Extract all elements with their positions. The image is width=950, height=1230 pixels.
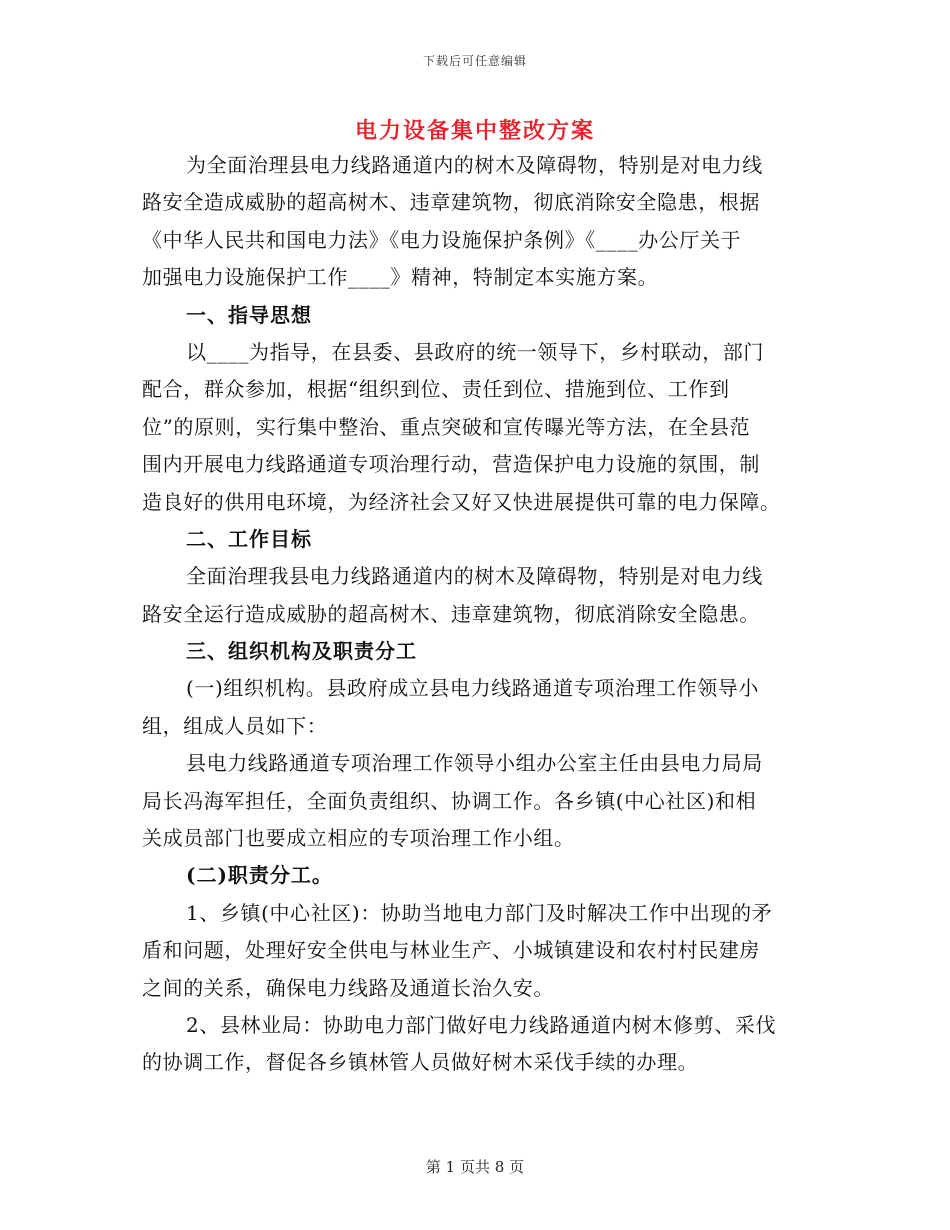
- body-text-line: 以____为指导，在县委、县政府的统一领导下，乡村联动，部门: [186, 339, 764, 364]
- body-text-line: 1、乡镇(中心社区)：协助当地电力部门及时解决工作中出现的矛: [186, 900, 773, 925]
- body-text-line: 全面治理我县电力线路通道内的树木及障碍物，特别是对电力线: [186, 564, 763, 589]
- body-text-line: 路安全运行造成威胁的超高树木、违章建筑物，彻底消除安全隐患。: [142, 601, 760, 626]
- body-text-line: 造良好的供用电环境，为经济社会又好又快进展提供可靠的电力保障。: [142, 489, 781, 514]
- document-title: 电力设备集中整改方案: [354, 118, 595, 144]
- body-text-line: 加强电力设施保护工作____》精神，特制定本实施方案。: [142, 265, 659, 290]
- body-text-line: 路安全造成威胁的超高树木、违章建筑物，彻底消除安全隐患，根据: [142, 190, 760, 215]
- body-text-line: 关成员部门也要成立相应的专项治理工作小组。: [142, 826, 575, 851]
- section-heading: (二)职责分工。: [186, 863, 333, 888]
- page-number: 第 1 页共 8 页: [425, 1158, 525, 1176]
- body-text-line: 的协调工作，督促各乡镇林管人员做好树木采伐手续的办理。: [142, 1050, 699, 1075]
- body-text-line: 位”的原则，实行集中整治、重点突破和宣传曝光等方法，在全县范: [142, 414, 751, 439]
- body-text-line: 盾和问题，处理好安全供电与林业生产、小城镇建设和农村村民建房: [142, 938, 760, 963]
- body-text-line: 2、县林业局：协助电力部门做好电力线路通道内树木修剪、采伐: [186, 1012, 777, 1037]
- header-note: 下载后可任意编辑: [422, 54, 527, 68]
- body-text-line: 配合，群众参加，根据“组织到位、责任到位、措施到位、工作到: [142, 377, 730, 402]
- section-heading: 一、指导思想: [186, 302, 312, 327]
- body-text-line: 之间的关系，确保电力线路及通道长治久安。: [142, 975, 554, 1000]
- body-text-line: 局长冯海军担任，全面负责组织、协调工作。各乡镇(中心社区)和相: [142, 788, 757, 813]
- body-text-line: 为全面治理县电力线路通道内的树木及障碍物，特别是对电力线: [186, 153, 763, 177]
- body-text-line: (一)组织机构。县政府成立县电力线路通道专项治理工作领导小: [186, 676, 760, 701]
- body-text-line: 组，组成人员如下：: [142, 713, 328, 738]
- document-body: [142, 147, 810, 1082]
- body-text-line: 《中华人民共和国电力法》《电力设施保护条例》《____办公厅关于: [142, 227, 742, 252]
- section-heading: 二、工作目标: [186, 526, 312, 551]
- body-text-line: 县电力线路通道专项治理工作领导小组办公室主任由县电力局局: [186, 751, 763, 776]
- body-text-line: 围内开展电力线路通道专项治理行动，营造保护电力设施的氛围，制: [142, 452, 760, 477]
- section-heading: 三、组织机构及职责分工: [186, 639, 417, 664]
